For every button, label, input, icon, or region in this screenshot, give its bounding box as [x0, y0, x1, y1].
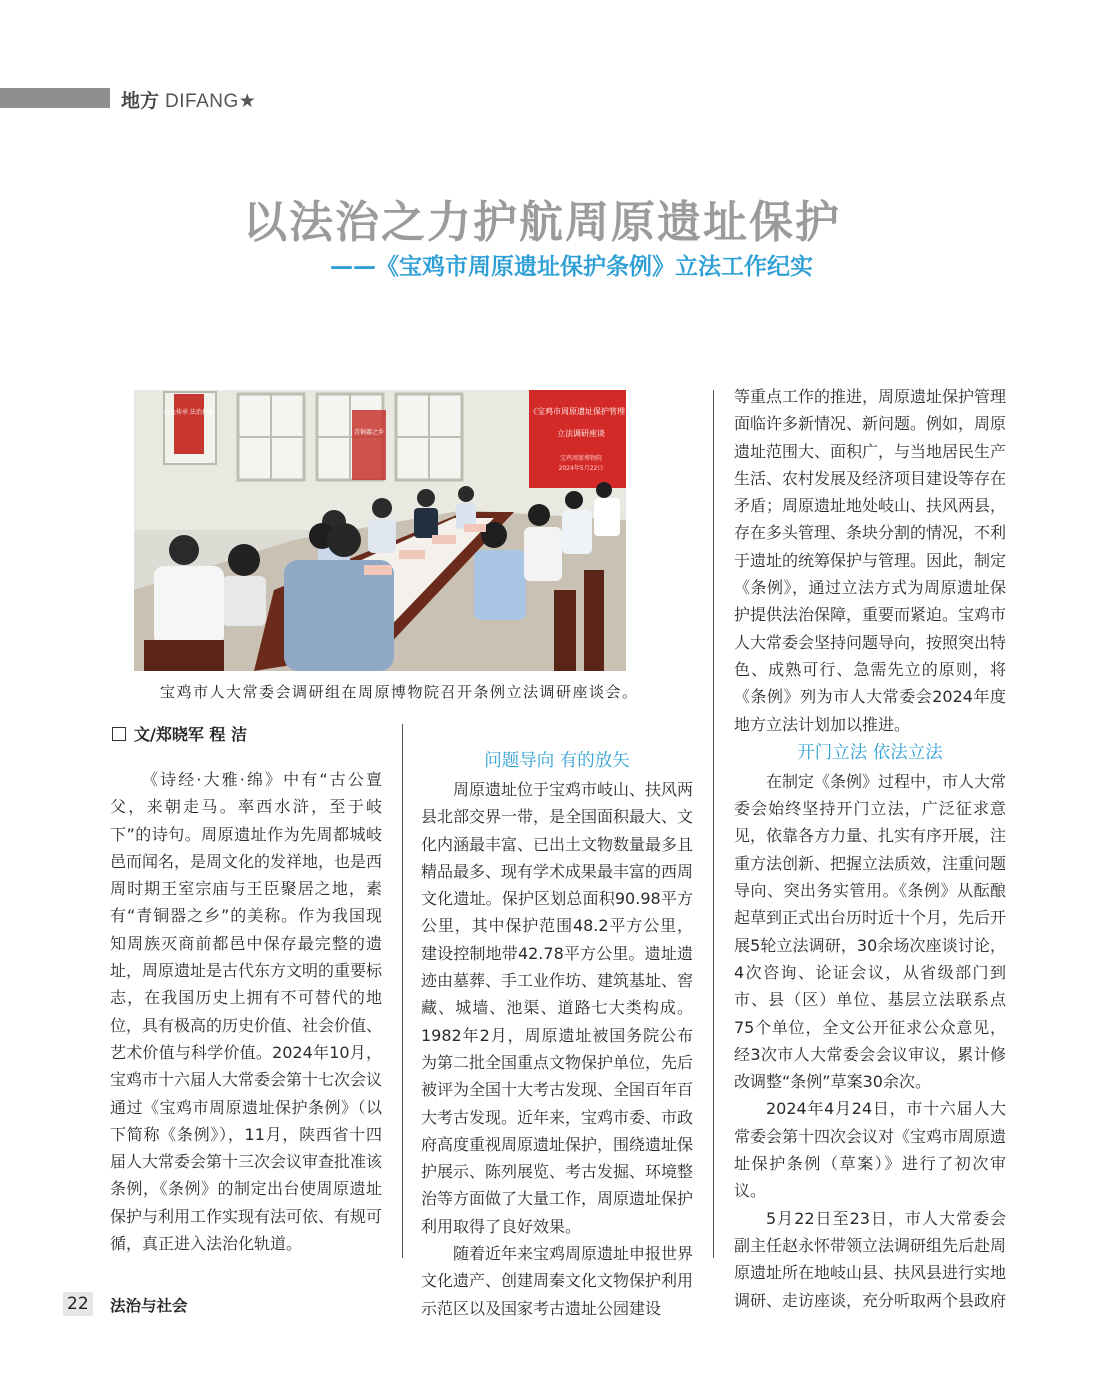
byline-box-icon — [112, 727, 126, 741]
magazine-name: 法治与社会 — [110, 1297, 188, 1315]
meeting-photo — [134, 390, 626, 671]
page-number: 22 — [63, 1292, 93, 1316]
banner-line-2: 立法调研座谈 — [557, 429, 605, 438]
column-3 — [734, 383, 1006, 1314]
poster-left-text: 红色传承 法治护航 — [164, 409, 214, 416]
col3-paragraph-3: 2024年4月24日，市十六届人大常委会第十四次会议对《宝鸡市周原遗址保护条例（草案）》进行了初次审议。 — [734, 1099, 1007, 1201]
col2-paragraph-1: 周原遗址位于宝鸡市岐山、扶风两县北部交界一带，是全国面积最大、文化内涵最丰富、已出土文物数量最多且精品最多、现有学术成果最丰富的西周文化遗址。保护区划总面积90.98平方公里，其中保护范围48.2平方公里，建设控制地带42.78平方公里。遗址遗迹由墓葬、手工业作坊、建筑基址、窖藏、城墙、池渠、道路七大类构成。1982年2月，周原遗址被国务院公布为第二批全国重点文物保护单位，先后被评为全国十大考古发现、全国百年百大考古发现。近年来，宝鸡市委、市政府高度重视周原遗址保护，围绕遗址保护展示、陈列展览、考古发掘、环境整治等方面做了大量工作，周原遗址保护利用取得了良好效果。 — [421, 780, 694, 1236]
article-title: 以法治之力护航周原遗址保护 — [243, 197, 841, 248]
column-2 — [421, 746, 693, 1322]
col3-paragraph-continued: 等重点工作的推进，周原遗址保护管理面临许多新情况、新问题。例如，周原遗址范围大、面积广，与当地居民生产生活、农村发展及经济项目建设等存在矛盾；周原遗址地处岐山、扶风两县，存在多头管理、条块分割的情况，不利于遗址的统筹保护与管理。因此，制定《条例》，通过立法方式为周原遗址保护提供法治保障，重要而紧迫。宝鸡市人大常委会坚持问题导向，按照突出特色、成熟可行、急需先立的原则，将《条例》列为市人大常委会2024年度地方立法计划加以推进。 — [734, 387, 1007, 734]
col3-paragraph-4: 5月22日至23日，市人大常委会副主任赵永怀带领立法调研组先后赴周原遗址所在地岐山县、扶风县进行实地调研、走访座谈，充分听取两个县政府 — [734, 1208, 1007, 1310]
banner-line-4: 2024年5月22日 — [558, 465, 604, 472]
photo-caption: 宝鸡市人大常委会调研组在周原博物院召开条例立法调研座谈会。 — [160, 683, 639, 701]
column-divider-2 — [713, 390, 714, 1258]
section-label — [121, 86, 256, 113]
byline — [112, 722, 247, 745]
byline-text: 文/郑晓军 程 洁 — [134, 725, 247, 744]
col2-paragraph-2: 随着近年来宝鸡周原遗址申报世界文化遗产、创建周秦文化文物保护利用示范区以及国家考古遗址公园建设 — [421, 1244, 694, 1318]
column-1 — [110, 766, 382, 1257]
meeting-photo-illustration — [134, 390, 626, 671]
poster-right-text: 青铜器之乡 — [353, 429, 385, 436]
col3-paragraph-2: 在制定《条例》过程中，市人大常委会始终坚持开门立法，广泛征求意见，依靠各方力量、扎实有序开展，注重方法创新、把握立法质效，注重问题导向、突出务实管用。《条例》从酝酿起草到正式出台历时近十个月，先后开展5轮立法调研，30余场次座谈讨论，4次咨询、论证会议，从省级部门到市、县（区）单位、基层立法联系点75个单位，全文公开征求公众意见，经3次市人大常委会会议审议，累计修改调整“条例”草案30余次。 — [734, 771, 1007, 1092]
section-heading-problem: 问题导向 有的放矢 — [484, 751, 630, 771]
section-label-cn: 地方 — [121, 90, 160, 112]
column-divider-1 — [402, 724, 403, 1258]
section-label-en: DIFANG★ — [165, 91, 257, 112]
section-heading-open-legislation: 开门立法 依法立法 — [797, 742, 943, 763]
article-subtitle: ——《宝鸡市周原遗址保护条例》立法工作纪实 — [330, 254, 813, 280]
banner-line-1: 《宝鸡市周原遗址保护管理 — [529, 407, 625, 416]
col1-paragraph-1: 《诗经·大雅·绵》中有“古公亶父，来朝走马。率西水浒，至于岐下”的诗句。周原遗址作为先周都城岐邑而闻名，是周文化的发祥地，也是西周时期王室宗庙与王臣聚居之地，素有“青铜器之乡”的美称。作为我国现知周族灭商前都邑中保存最完整的遗址，周原遗址是古代东方文明的重要标志，在我国历史上拥有不可替代的地位，具有极高的历史价值、社会价值、艺术价值与科学价值。2024年10月，宝鸡市十六届人大常委会第十七次会议通过《宝鸡市周原遗址保护条例》（以下简称《条例》），11月，陕西省十四届人大常委会第十三次会议审查批准该条例，《条例》的制定出台使周原遗址保护与利用工作实现有法可依、有规可循，真正进入法治化轨道。 — [110, 770, 383, 1254]
banner-line-3: 宝鸡周原博物院 — [559, 455, 603, 462]
section-bar — [0, 88, 110, 108]
